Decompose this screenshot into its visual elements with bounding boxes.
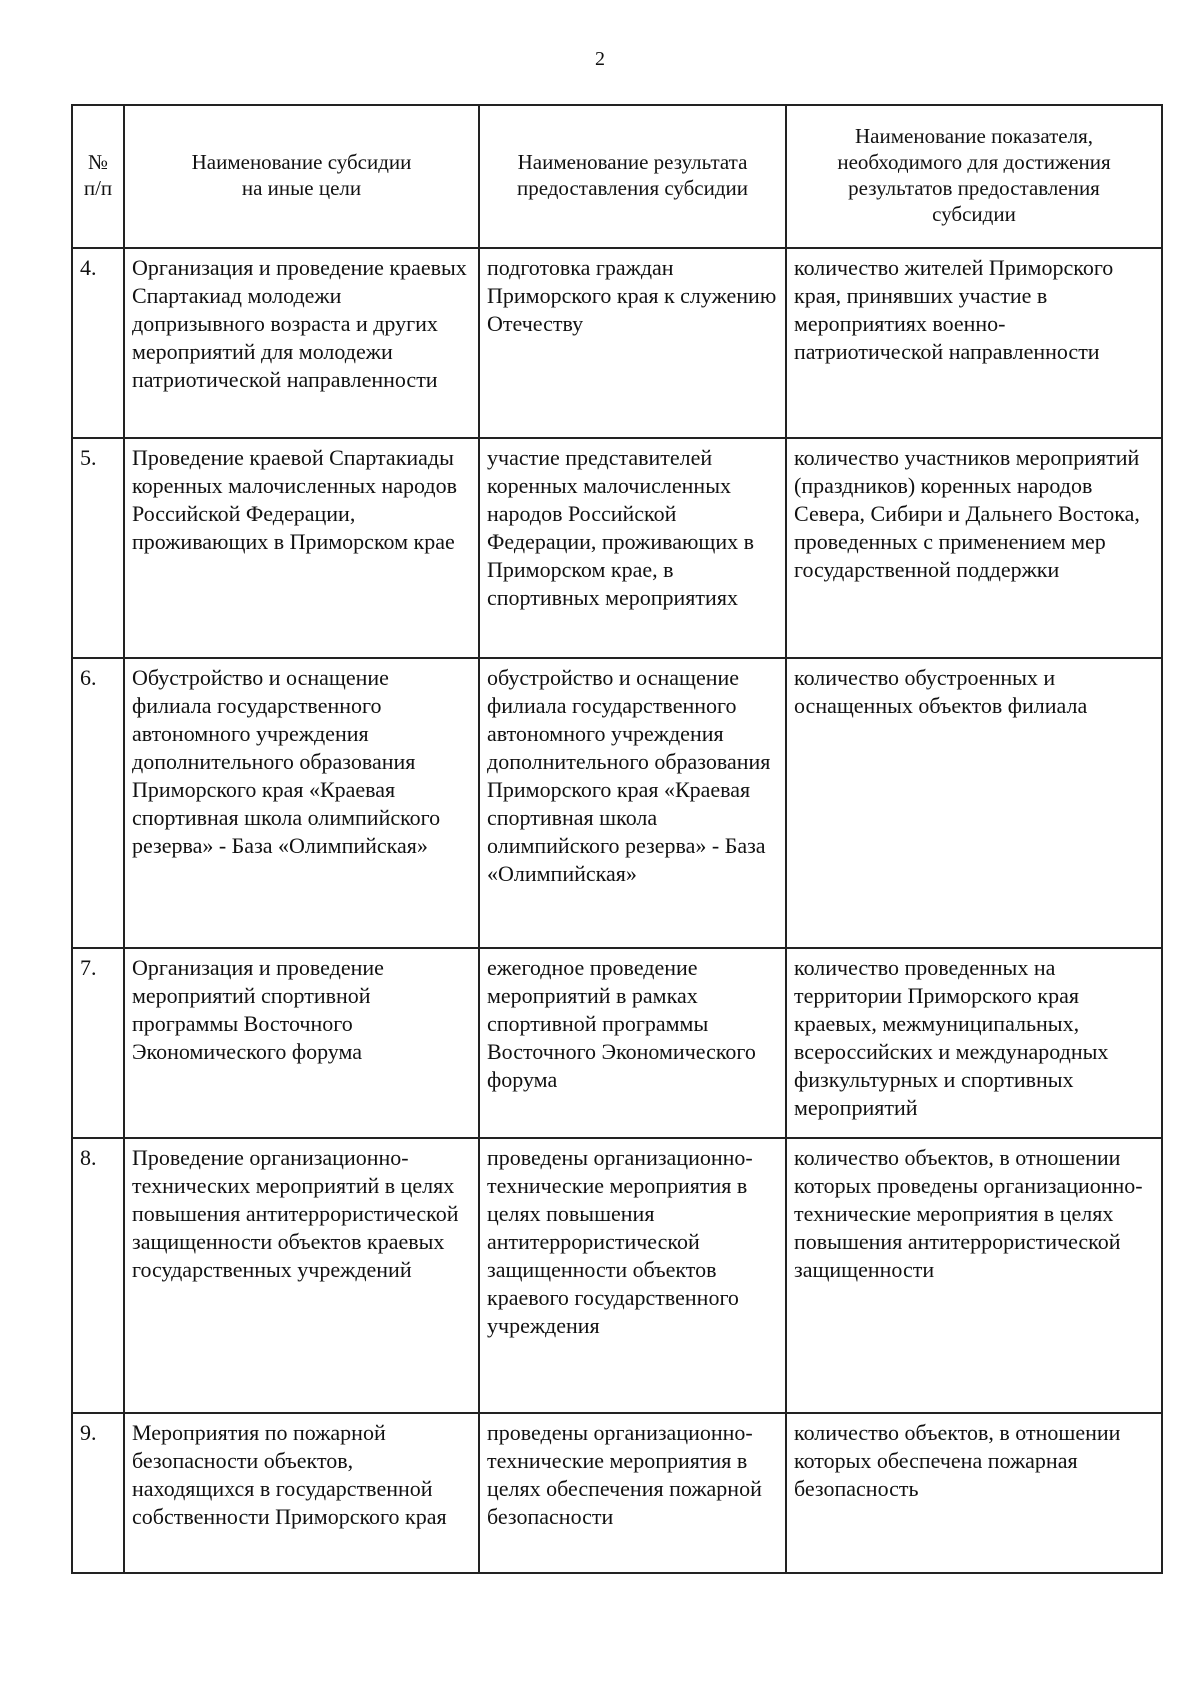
page-number: 2 <box>595 48 605 70</box>
header-subsidy-name: Наименование субсидии на иные цели <box>124 105 479 248</box>
table-row <box>72 1138 1162 1413</box>
result-cell: обустройство и оснащение филиала государственного автономного учреждения дополнительного образования Приморского края «Краевая спортивная школа олимпийского резерва» - База «Олимпийская» <box>479 658 786 948</box>
row-number: 9. <box>72 1413 124 1573</box>
result-cell: подготовка граждан Приморского края к служению Отечеству <box>479 248 786 438</box>
row-number: 5. <box>72 438 124 658</box>
subsidy-name-cell: Проведение краевой Спартакиады коренных малочисленных народов Российской Федерации, проживающих в Приморском крае <box>124 438 479 658</box>
result-cell: ежегодное проведение мероприятий в рамках спортивной программы Восточного Экономического форума <box>479 948 786 1138</box>
table-row <box>72 948 1162 1138</box>
subsidy-name-cell: Мероприятия по пожарной безопасности объектов, находящихся в государственной собственности Приморского края <box>124 1413 479 1573</box>
result-cell: участие представителей коренных малочисленных народов Российской Федерации, проживающих в Приморском крае, в спортивных мероприятиях <box>479 438 786 658</box>
subsidy-name-cell: Организация и проведение мероприятий спортивной программы Восточного Экономического форума <box>124 948 479 1138</box>
row-number: 6. <box>72 658 124 948</box>
indicator-cell: количество участников мероприятий (праздников) коренных народов Севера, Сибири и Дальнего Востока, проведенных с применением мер государственной поддержки <box>786 438 1162 658</box>
indicator-cell: количество жителей Приморского края, принявших участие в мероприятиях военно-патриотической направленности <box>786 248 1162 438</box>
header-result-name: Наименование результата предоставления субсидии <box>479 105 786 248</box>
row-number: 8. <box>72 1138 124 1413</box>
indicator-cell: количество обустроенных и оснащенных объектов филиала <box>786 658 1162 948</box>
subsidy-name-cell: Организация и проведение краевых Спартакиад молодежи допризывного возраста и других мероприятий для молодежи патриотической направленности <box>124 248 479 438</box>
table-header-row <box>72 105 1162 248</box>
result-cell: проведены организационно-технические мероприятия в целях обеспечения пожарной безопасности <box>479 1413 786 1573</box>
table-row <box>72 438 1162 658</box>
table-row <box>72 248 1162 438</box>
subsidy-name-cell: Обустройство и оснащение филиала государственного автономного учреждения дополнительного образования Приморского края «Краевая спортивная школа олимпийского резерва» - База «Олимпийская» <box>124 658 479 948</box>
header-number: № п/п <box>72 105 124 248</box>
row-number: 7. <box>72 948 124 1138</box>
indicator-cell: количество проведенных на территории Приморского края краевых, межмуниципальных, всероссийских и международных физкультурных и спортивных мероприятий <box>786 948 1162 1138</box>
table-row <box>72 658 1162 948</box>
indicator-cell: количество объектов, в отношении которых обеспечена пожарная безопасность <box>786 1413 1162 1573</box>
subsidy-table <box>71 104 1163 1574</box>
result-cell: проведены организационно-технические мероприятия в целях повышения антитеррористической защищенности объектов краевого государственного учреждения <box>479 1138 786 1413</box>
header-indicator-name: Наименование показателя, необходимого для достижения результатов предоставления субсидии <box>786 105 1162 248</box>
indicator-cell: количество объектов, в отношении которых проведены организационно-технические мероприятия в целях повышения антитеррористической защищенности <box>786 1138 1162 1413</box>
subsidy-name-cell: Проведение организационно-технических мероприятий в целях повышения антитеррористической защищенности объектов краевых государственных учреждений <box>124 1138 479 1413</box>
table-row <box>72 1413 1162 1573</box>
row-number: 4. <box>72 248 124 438</box>
